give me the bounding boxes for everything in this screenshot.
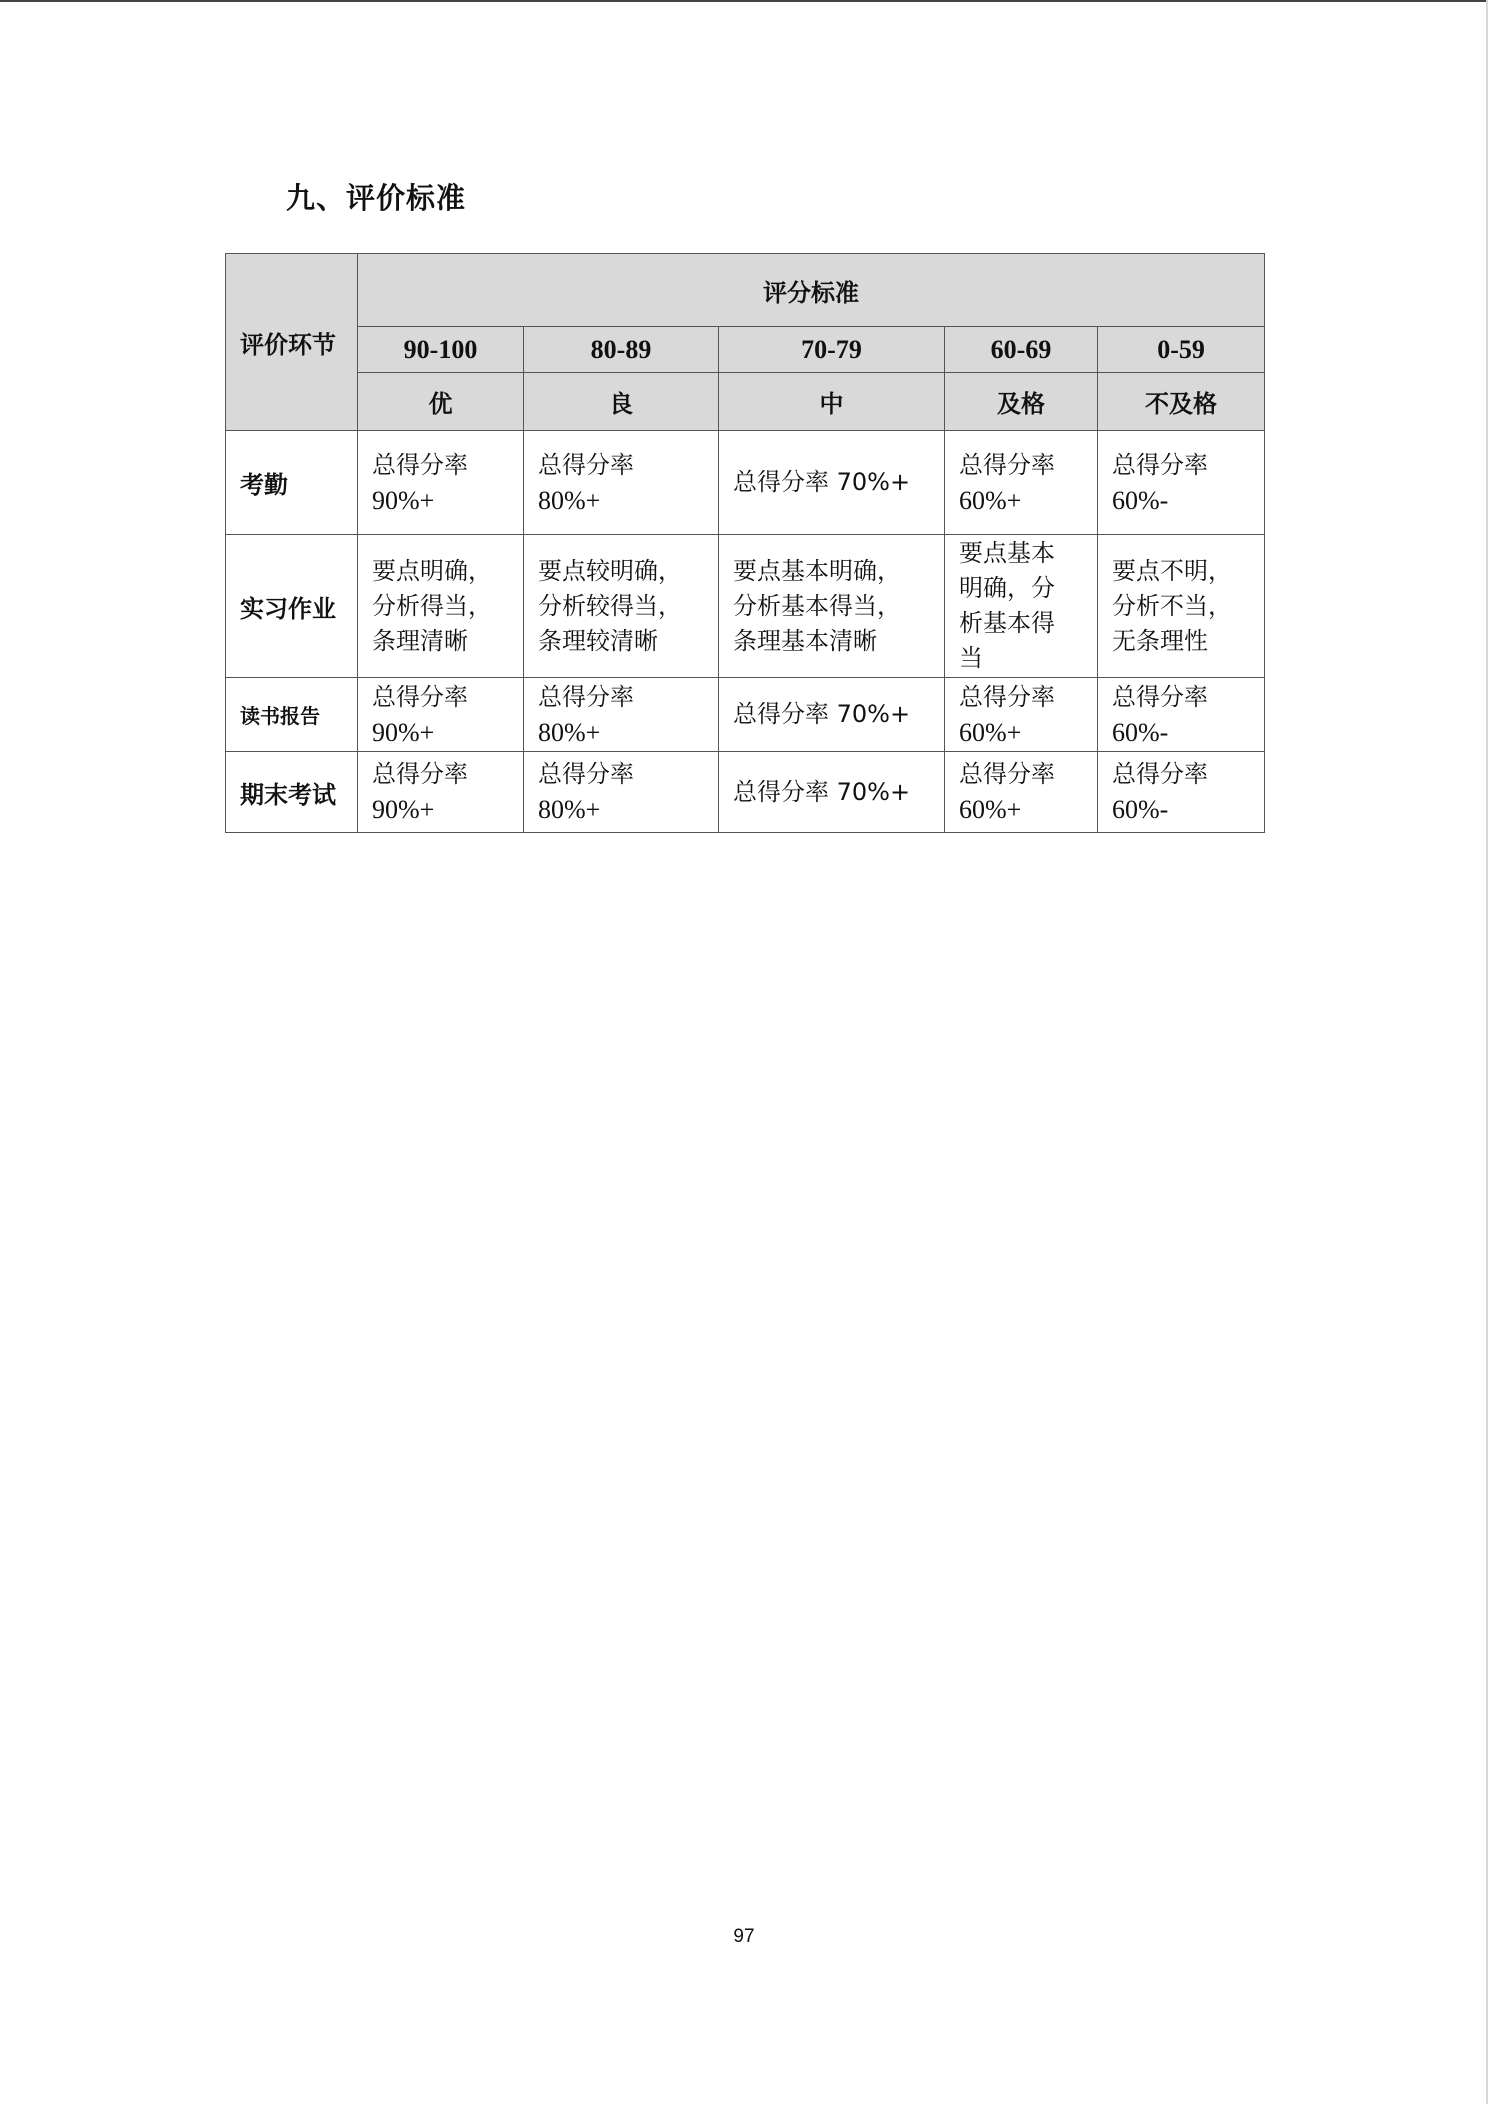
table-cell	[945, 535, 1098, 678]
cell-line: 分析基本得当，	[733, 591, 901, 620]
cell-line: 90%+	[372, 485, 435, 515]
cell-line: 条理较清晰	[538, 626, 658, 655]
cell-line: 总得分率 70%+	[733, 468, 911, 496]
grade-header: 优	[358, 373, 524, 431]
cell-line: 90%+	[372, 717, 435, 747]
table-cell	[945, 752, 1098, 833]
cell-line: 80%+	[538, 717, 601, 747]
cell-line: 分析得当，	[372, 591, 492, 620]
cell-line: 60%+	[959, 795, 1022, 824]
grade-header: 良	[524, 373, 719, 431]
cell-line: 条理清晰	[372, 626, 468, 655]
table-cell	[719, 535, 945, 678]
page-number: 97	[733, 1926, 755, 1947]
cell-line: 总得分率	[538, 760, 634, 788]
row-label: 考勤	[226, 431, 358, 535]
page-top-border	[0, 0, 1488, 2]
cell-line: 60%-	[1112, 485, 1169, 515]
corner-header: 评价环节	[226, 254, 358, 431]
table-cell	[358, 535, 524, 678]
cell-line: 当	[959, 644, 983, 672]
table-cell	[358, 752, 524, 833]
cell-line: 总得分率	[538, 450, 634, 479]
table-cell	[358, 431, 524, 535]
table-header-row-ranges	[226, 327, 1265, 373]
cell-line: 90%+	[372, 795, 435, 824]
table-cell	[945, 431, 1098, 535]
evaluation-criteria-table	[225, 253, 1265, 833]
cell-line: 总得分率	[538, 682, 634, 711]
cell-line: 总得分率	[372, 682, 468, 711]
cell-line: 要点不明，	[1112, 556, 1232, 585]
table-cell	[1098, 678, 1265, 752]
table-cell	[524, 752, 719, 833]
table-row	[226, 431, 1265, 535]
table-header-row-group	[226, 254, 1265, 327]
cell-line: 总得分率	[372, 760, 468, 788]
score-range-header: 90-100	[358, 327, 524, 373]
cell-line: 总得分率 70%+	[733, 700, 911, 728]
table-cell	[945, 678, 1098, 752]
cell-line: 无条理性	[1112, 626, 1208, 655]
row-label: 期末考试	[226, 752, 358, 833]
cell-line: 总得分率	[959, 682, 1055, 711]
section-title: 九、评价标准	[286, 181, 467, 215]
cell-line: 总得分率	[959, 760, 1055, 788]
cell-line: 条理基本清晰	[733, 626, 877, 655]
row-label: 实习作业	[226, 535, 358, 678]
grade-header: 不及格	[1098, 373, 1265, 431]
table-row	[226, 678, 1265, 752]
table-cell	[719, 431, 945, 535]
cell-line: 总得分率	[372, 450, 468, 479]
table-cell	[524, 535, 719, 678]
cell-line: 60%+	[959, 717, 1022, 747]
table-cell	[719, 752, 945, 833]
table-body	[226, 431, 1265, 833]
cell-line: 总得分率	[1112, 682, 1208, 711]
table-cell	[524, 431, 719, 535]
cell-line: 分析较得当，	[538, 591, 682, 620]
cell-line: 80%+	[538, 485, 601, 515]
score-range-header: 0-59	[1098, 327, 1265, 373]
table-cell	[524, 678, 719, 752]
cell-line: 60%+	[959, 485, 1022, 515]
table-row	[226, 535, 1265, 678]
cell-line: 总得分率	[1112, 760, 1208, 788]
cell-line: 总得分率	[959, 450, 1055, 479]
score-range-header: 60-69	[945, 327, 1098, 373]
grade-header: 及格	[945, 373, 1098, 431]
cell-line: 要点明确，	[372, 556, 492, 585]
score-range-header: 80-89	[524, 327, 719, 373]
grade-header: 中	[719, 373, 945, 431]
row-label: 读书报告	[226, 678, 358, 752]
cell-line: 明确，分	[959, 574, 1055, 602]
cell-line: 80%+	[538, 795, 601, 824]
cell-line: 60%-	[1112, 717, 1169, 747]
score-range-header: 70-79	[719, 327, 945, 373]
cell-line: 60%-	[1112, 795, 1169, 824]
table-row	[226, 752, 1265, 833]
cell-line: 总得分率	[1112, 450, 1208, 479]
scoring-standard-header: 评分标准	[358, 254, 1265, 327]
cell-line: 要点基本明确，	[733, 556, 901, 585]
table-cell	[1098, 752, 1265, 833]
table-header-row-grades	[226, 373, 1265, 431]
table-cell	[719, 678, 945, 752]
table-cell	[1098, 535, 1265, 678]
cell-line: 要点较明确，	[538, 556, 682, 585]
cell-line: 分析不当，	[1112, 591, 1232, 620]
cell-line: 总得分率 70%+	[733, 777, 911, 806]
table-cell	[1098, 431, 1265, 535]
table-cell	[358, 678, 524, 752]
cell-line: 析基本得	[959, 609, 1055, 637]
cell-line: 要点基本	[959, 539, 1055, 567]
